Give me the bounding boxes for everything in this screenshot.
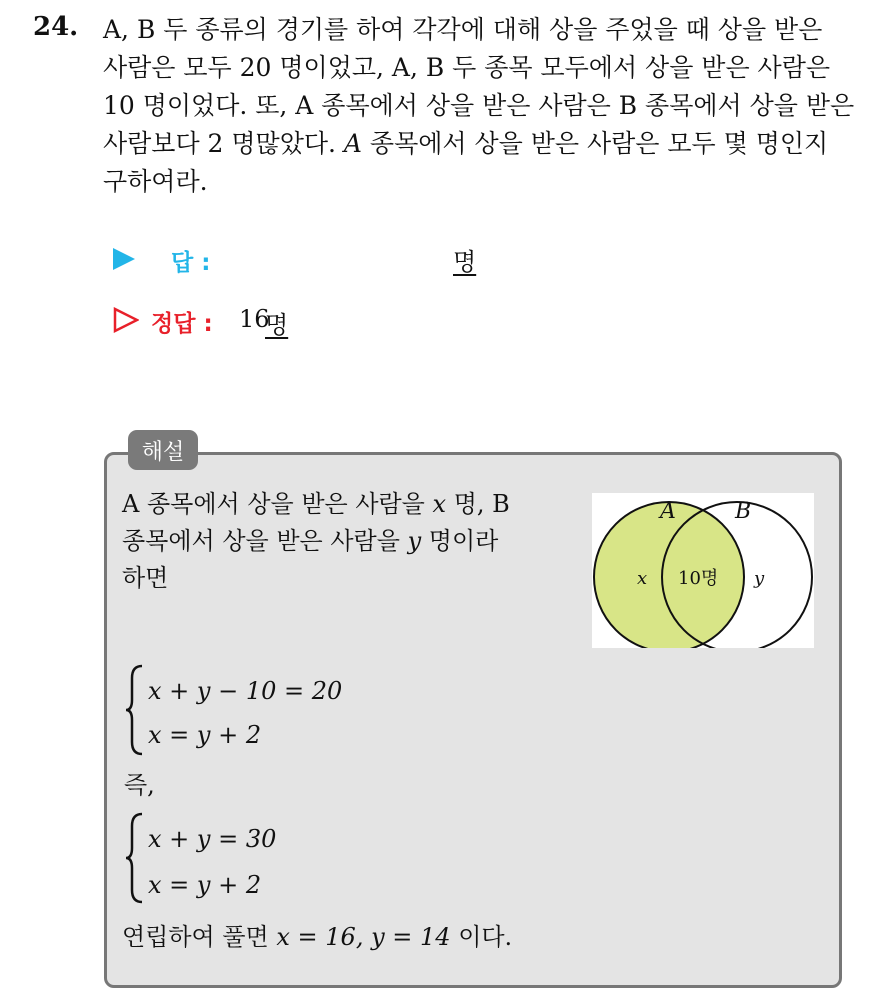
intro-text-2: 명, B (453, 490, 510, 518)
question-line-1: A, B 두 종류의 경기를 하여 각각에 대해 상을 주었을 때 상을 받은 (103, 15, 823, 44)
answer-unit: 명 (453, 248, 477, 276)
system2-eq2: x = y + 2 (148, 871, 262, 899)
question-line-2: 사람은 모두 20 명이었고, A, B 두 종목 모두에서 상을 받은 사람은 (103, 53, 830, 82)
conclusion-end: 이다. (458, 923, 513, 951)
conclusion-solution: x = 16, y = 14 (276, 923, 451, 951)
conclusion-text: 연립하여 풀면 (122, 923, 269, 951)
question-line-3: 10 명이었다. 또, A 종목에서 상을 받은 사람은 B 종목에서 상을 받은 (103, 91, 855, 120)
outline-arrow-icon (113, 307, 139, 333)
play-arrow-icon (113, 248, 135, 270)
therefore-text: 즉, (124, 771, 155, 799)
intro-text-4: 명이라 (428, 527, 499, 555)
correct-unit: 명 (265, 311, 289, 339)
explanation-tag: 해설 (128, 430, 198, 470)
correct-answer-row (113, 305, 513, 337)
question-line-4-text: 사람보다 2 명많았다. (103, 129, 336, 158)
var-y: y (407, 527, 422, 555)
venn-region-a: x (637, 568, 648, 589)
venn-label-a: A (660, 499, 676, 524)
correct-label: 정답 : (151, 311, 213, 337)
venn-region-ab: 10명 (678, 568, 719, 589)
intro-text-1: A 종목에서 상을 받은 사람을 (122, 490, 425, 518)
explanation-intro-line-2 (122, 526, 498, 556)
correct-value: 16 (239, 305, 270, 333)
answer-row (113, 244, 513, 276)
system-brace-2 (124, 812, 146, 904)
venn-label-b: B (735, 499, 752, 524)
question-line-4-rest: 종목에서 상을 받은 사람은 모두 몇 명인지 (361, 129, 829, 158)
system2-eq1: x + y = 30 (148, 825, 277, 853)
venn-diagram (592, 493, 814, 648)
explanation-intro-line-3: 하면 (122, 564, 169, 592)
system-brace-1 (124, 664, 146, 756)
question-number: 24. (33, 12, 79, 42)
answer-label: 답 : (171, 250, 211, 276)
question-set-a: A (343, 129, 362, 158)
question-line-4 (103, 129, 828, 159)
question-line-5: 구하여라. (103, 167, 208, 196)
var-x: x (432, 490, 447, 518)
explanation-intro-line-1 (122, 489, 510, 519)
system1-eq2: x = y + 2 (148, 721, 262, 749)
venn-region-b: y (754, 568, 765, 589)
intro-text-3: 종목에서 상을 받은 사람을 (122, 527, 400, 555)
conclusion-line (122, 922, 512, 952)
system1-eq1: x + y − 10 = 20 (148, 677, 343, 705)
